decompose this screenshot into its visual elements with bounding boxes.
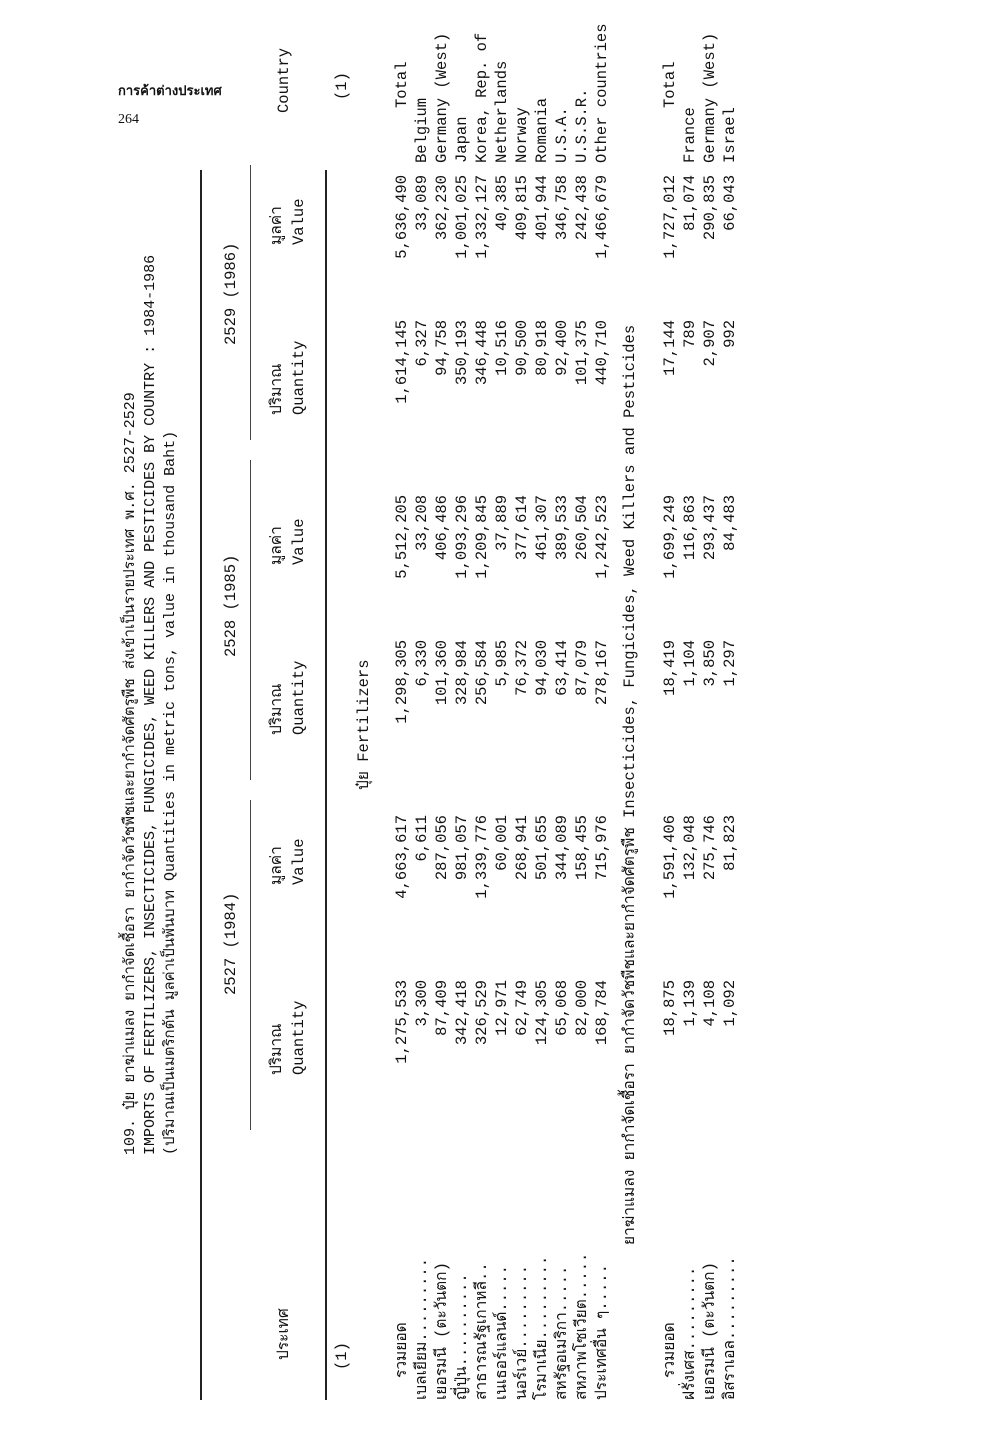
cell-value: 6,330 <box>413 640 431 687</box>
row-country-en: Total <box>661 61 679 108</box>
subheader-en: Value <box>290 518 308 565</box>
cell-value: 82,000 <box>573 980 591 1036</box>
col-country-en: Country <box>275 47 293 113</box>
cell-value: 1,727,012 <box>661 175 679 259</box>
cell-value: 409,815 <box>513 175 531 241</box>
subheader-th: ปริมาณ <box>268 1023 286 1075</box>
row-country-en: Norway <box>513 107 531 163</box>
cell-value: 33,089 <box>413 175 431 231</box>
year-underline <box>250 460 251 780</box>
cell-value: 278,167 <box>593 640 611 706</box>
cell-value: 2,907 <box>701 320 719 367</box>
row-country-th: นอร์เวย์......... <box>513 1264 531 1400</box>
cell-value: 132,048 <box>681 815 699 881</box>
cell-value: 1,699,249 <box>661 495 679 579</box>
table-title-en: IMPORTS OF FERTILIZERS, INSECTICIDES, FUNGICIDES, WEED KILLERS AND PESTICIDES BY COUNTRY : 1984-1986 <box>142 254 159 1155</box>
cell-value: 256,584 <box>473 640 491 706</box>
cell-value: 350,193 <box>453 320 471 386</box>
subheader-en: Quantity <box>290 660 308 735</box>
subheader-en: Value <box>290 198 308 245</box>
cell-value: 1,242,523 <box>593 495 611 579</box>
cell-value: 440,710 <box>593 320 611 386</box>
cell-value: 1,332,127 <box>473 175 491 259</box>
cell-value: 1,591,406 <box>661 815 679 899</box>
page-number: 264 <box>118 112 139 127</box>
row-country-en: Netherlands <box>493 60 511 163</box>
subheader-en: Quantity <box>290 1000 308 1075</box>
section-label: ยาฆ่าแมลง ยากำจัดเชื้อรา ยากำจัดวัชพืชและยากำจัดศัตรูพืช Insecticides, Fungicides, Weed Killers and Pesticides <box>621 324 639 1245</box>
row-country-th: สหภาพโซเวียต..... <box>573 1252 591 1400</box>
cell-value: 87,079 <box>573 640 591 696</box>
cell-value: 1,298,305 <box>393 640 411 724</box>
cell-value: 715,976 <box>593 815 611 881</box>
cell-value: 5,636,490 <box>393 175 411 259</box>
row-country-en: Belgium <box>413 97 431 163</box>
cell-value: 377,614 <box>513 495 531 561</box>
cell-value: 4,108 <box>701 980 719 1027</box>
row-country-th: เยอรมนี (ตะวันตก) <box>433 1262 451 1400</box>
cell-value: 406,486 <box>433 495 451 561</box>
cell-value: 1,339,776 <box>473 815 491 899</box>
row-country-th: เนเธอร์แลนด์..... <box>493 1265 511 1400</box>
cell-value: 5,985 <box>493 640 511 687</box>
cell-value: 326,529 <box>473 980 491 1046</box>
cell-value: 1,092 <box>721 980 739 1027</box>
row-country-en: Germany (West) <box>701 32 719 163</box>
cell-value: 242,438 <box>573 175 591 241</box>
cell-value: 17,144 <box>661 320 679 376</box>
cell-value: 158,455 <box>573 815 591 881</box>
cell-value: 33,208 <box>413 495 431 551</box>
cell-value: 65,068 <box>553 980 571 1036</box>
cell-value: 328,984 <box>453 640 471 706</box>
cell-value: 992 <box>721 320 739 348</box>
year-underline <box>250 165 251 440</box>
cell-value: 1,139 <box>681 980 699 1027</box>
cell-value: 90,500 <box>513 320 531 376</box>
cell-value: 290,835 <box>701 175 719 241</box>
cell-value: 10,516 <box>493 320 511 376</box>
cell-value: 3,300 <box>413 980 431 1027</box>
cell-value: 81,823 <box>721 815 739 871</box>
rotated-table <box>100 0 740 1400</box>
col-num-right: (1) <box>333 72 351 100</box>
cell-value: 461,307 <box>533 495 551 561</box>
subheader-th: ปริมาณ <box>268 363 286 415</box>
subheader-th: มูลค่า <box>268 526 286 565</box>
cell-value: 40,385 <box>493 175 511 231</box>
subheader-en: Value <box>290 838 308 885</box>
cell-value: 275,746 <box>701 815 719 881</box>
year-underline <box>250 800 251 1130</box>
row-country-th: โรมาเนีย......... <box>533 1255 551 1400</box>
table-header-rule <box>325 170 327 1400</box>
cell-value: 80,918 <box>533 320 551 376</box>
cell-value: 87,409 <box>433 980 451 1036</box>
subheader-en: Quantity <box>290 340 308 415</box>
cell-value: 401,944 <box>533 175 551 241</box>
cell-value: 389,533 <box>553 495 571 561</box>
cell-value: 66,043 <box>721 175 739 231</box>
cell-value: 346,448 <box>473 320 491 386</box>
cell-value: 37,889 <box>493 495 511 551</box>
year-header: 2528 (1985) <box>222 554 240 657</box>
cell-value: 18,875 <box>661 980 679 1036</box>
row-country-th: รวมยอด <box>393 1322 411 1378</box>
cell-value: 1,093,296 <box>453 495 471 579</box>
cell-value: 81,074 <box>681 175 699 231</box>
cell-value: 981,057 <box>453 815 471 881</box>
cell-value: 342,418 <box>453 980 471 1046</box>
row-country-en: Germany (West) <box>433 32 451 163</box>
cell-value: 76,372 <box>513 640 531 696</box>
row-country-en: France <box>681 107 699 163</box>
row-country-th: ประเทศอื่น ๆ..... <box>593 1264 611 1400</box>
cell-value: 18,419 <box>661 640 679 696</box>
row-country-en: U.S.A. <box>553 107 571 163</box>
cell-value: 293,437 <box>701 495 719 561</box>
cell-value: 4,663,617 <box>393 815 411 899</box>
row-country-th: อิสราเอล......... <box>721 1256 739 1400</box>
cell-value: 1,104 <box>681 640 699 687</box>
cell-value: 344,089 <box>553 815 571 881</box>
cell-value: 1,466,679 <box>593 175 611 259</box>
row-country-th: เยอรมนี (ตะวันตก) <box>701 1262 719 1400</box>
table-unit-note: (ปริมาณเป็นเมตริกตัน มูลค่าเป็นพันบาท Quantities in metric tons, value in thousand Baht) <box>162 430 179 1155</box>
cell-value: 501,655 <box>533 815 551 881</box>
cell-value: 12,971 <box>493 980 511 1036</box>
subheader-th: ปริมาณ <box>268 683 286 735</box>
table-title-th <box>122 392 141 1155</box>
row-country-th: รวมยอด <box>661 1322 679 1378</box>
year-header: 2527 (1984) <box>222 892 240 995</box>
row-country-th: ญี่ปุ่น.......... <box>453 1273 471 1400</box>
row-country-th: เบลเยียม......... <box>413 1257 431 1400</box>
cell-value: 1,001,025 <box>453 175 471 259</box>
cell-value: 1,614,145 <box>393 320 411 404</box>
cell-value: 362,230 <box>433 175 451 241</box>
cell-value: 101,360 <box>433 640 451 706</box>
cell-value: 3,850 <box>701 640 719 687</box>
cell-value: 6,611 <box>413 815 431 862</box>
row-country-th: สหรัฐอเมริกา..... <box>553 1265 571 1400</box>
cell-value: 168,784 <box>593 980 611 1046</box>
row-country-en: Other countries <box>593 23 611 163</box>
cell-value: 346,758 <box>553 175 571 241</box>
col-num-left: (1) <box>333 1342 351 1370</box>
cell-value: 101,375 <box>573 320 591 386</box>
table-title-th-text: ปุ๋ย ยาฆ่าแมลง ยากำจัดเชื้อรา ยากำจัดวัชพืชและยากำจัดศัตรูพืช ส่งเข้าเป็นรายประเทศ พ.ศ. 2527-2529 <box>122 392 139 1110</box>
cell-value: 62,749 <box>513 980 531 1036</box>
row-country-th: ฝรั่งเศส......... <box>681 1266 699 1400</box>
cell-value: 1,275,533 <box>393 980 411 1064</box>
cell-value: 116,863 <box>681 495 699 561</box>
row-country-en: Romania <box>533 97 551 163</box>
cell-value: 1,209,845 <box>473 495 491 579</box>
table-number: 109. <box>122 1118 139 1155</box>
cell-value: 287,056 <box>433 815 451 881</box>
cell-value: 789 <box>681 320 699 348</box>
cell-value: 94,758 <box>433 320 451 376</box>
subheader-th: มูลค่า <box>268 206 286 245</box>
cell-value: 84,483 <box>721 495 739 551</box>
row-country-th: สาธารณรัฐเกาหลี.. <box>473 1262 491 1400</box>
cell-value: 260,504 <box>573 495 591 561</box>
row-country-en: Japan <box>453 116 471 163</box>
page-header: การค้าต่างประเทศ <box>118 83 222 98</box>
row-country-en: Israel <box>721 107 739 163</box>
row-country-en: Total <box>393 61 411 108</box>
table-top-rule <box>200 170 202 1400</box>
cell-value: 92,400 <box>553 320 571 376</box>
row-country-en: Korea, Rep. of <box>473 32 491 163</box>
cell-value: 6,327 <box>413 320 431 367</box>
cell-value: 124,305 <box>533 980 551 1046</box>
year-header: 2529 (1986) <box>222 242 240 345</box>
cell-value: 268,941 <box>513 815 531 881</box>
cell-value: 5,512,205 <box>393 495 411 579</box>
cell-value: 1,297 <box>721 640 739 687</box>
subheader-th: มูลค่า <box>268 846 286 885</box>
row-country-en: U.S.S.R. <box>573 88 591 163</box>
section-label: ปุ๋ย Fertilizers <box>355 659 373 790</box>
col-country-th: ประเทศ <box>275 1308 293 1360</box>
cell-value: 60,001 <box>493 815 511 871</box>
cell-value: 94,030 <box>533 640 551 696</box>
cell-value: 63,414 <box>553 640 571 696</box>
